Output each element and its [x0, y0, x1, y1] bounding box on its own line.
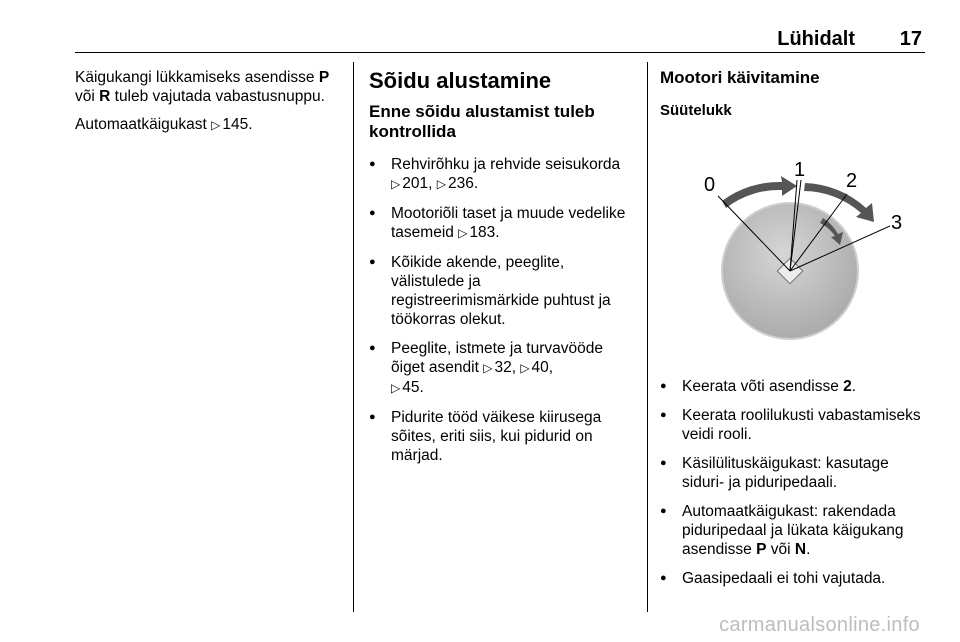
page-reference-link[interactable]: 183. [469, 224, 500, 241]
column-divider-2 [647, 62, 648, 612]
checklist [369, 155, 631, 465]
position-label-0: 0 [704, 174, 716, 196]
column-middle [369, 68, 631, 475]
column-right [660, 68, 932, 598]
list-item: ● Keerata võti asendisse 2. [660, 377, 932, 396]
column-left [75, 68, 343, 144]
section-title: Lühidalt [777, 28, 855, 50]
list-item: ● Rehvirõhku ja rehvide seisukorda ▷ 201, ▷ 236. [369, 155, 631, 194]
ignition-switch-diagram [660, 156, 932, 356]
list-item: ● Automaatkäigukast: rakendada piduripedaal ja lükata käigukang asendisse P või N. [660, 502, 932, 559]
page-number: 17 [899, 28, 922, 50]
page-reference-link[interactable]: 201, [402, 175, 437, 192]
list-item: ● Keerata roolilukusti vabastamiseks veidi rooli. [660, 406, 932, 444]
section-heading-driving-start: Sõidu alustamine [369, 68, 552, 93]
cross-reference-arrow-icon: ▷ [211, 118, 221, 132]
list-item: ● Kõikide akende, peeglite, välistulede ja registreerimismärkide puhtust ja töökorras olekut. [369, 253, 631, 329]
list-item: ● Gaasipedaali ei tohi vajutada. [660, 569, 932, 588]
position-label-1: 1 [794, 159, 806, 181]
header-divider [75, 52, 925, 53]
subheading-ignition-lock: Süütelukk [660, 102, 732, 119]
cross-reference-arrow-icon: ▷ [391, 381, 401, 395]
page-reference-link[interactable]: 236. [447, 175, 479, 192]
page-reference-link[interactable]: 40, [531, 359, 554, 376]
column-divider-1 [353, 62, 354, 612]
list-item: ● Peeglite, istmete ja turvavööde õiget asendit ▷ 32, ▷ 40, ▷ 45. [369, 339, 631, 398]
cross-reference-arrow-icon: ▷ [520, 361, 530, 375]
page-reference-link[interactable]: 145. [222, 116, 253, 133]
cross-reference-arrow-icon: ▷ [391, 177, 401, 191]
engine-start-steps [660, 377, 932, 588]
subheading-checks: Enne sõidu alustamist tuleb kontrollida [369, 102, 595, 141]
position-label-2: 2 [846, 170, 858, 192]
automatic-gearbox-paragraph: Automaatkäigukast ▷ 145. [75, 116, 253, 133]
section-heading-engine-start: Mootori käivitamine [660, 68, 820, 87]
cross-reference-arrow-icon: ▷ [436, 177, 446, 191]
page-reference-link[interactable]: 32, [494, 359, 521, 376]
gear-release-paragraph: Käigukangi lükkamiseks asendisse P või R tuleb vajutada vabastusnuppu. [75, 69, 330, 105]
page-reference-link[interactable]: 45. [402, 379, 424, 396]
watermark: carmanualsonline.info [719, 614, 920, 636]
list-item: ● Pidurite tööd väikese kiirusega sõites, eriti siis, kui pidurid on märjad. [369, 408, 631, 465]
list-item: ● Mootoriõli taset ja muude vedelike tasemeid ▷ 183. [369, 204, 631, 243]
position-label-3: 3 [891, 212, 903, 234]
cross-reference-arrow-icon: ▷ [458, 226, 468, 240]
cross-reference-arrow-icon: ▷ [483, 361, 493, 375]
list-item: ● Käsilülituskäigukast: kasutage siduri- ja piduripedaali. [660, 454, 932, 492]
